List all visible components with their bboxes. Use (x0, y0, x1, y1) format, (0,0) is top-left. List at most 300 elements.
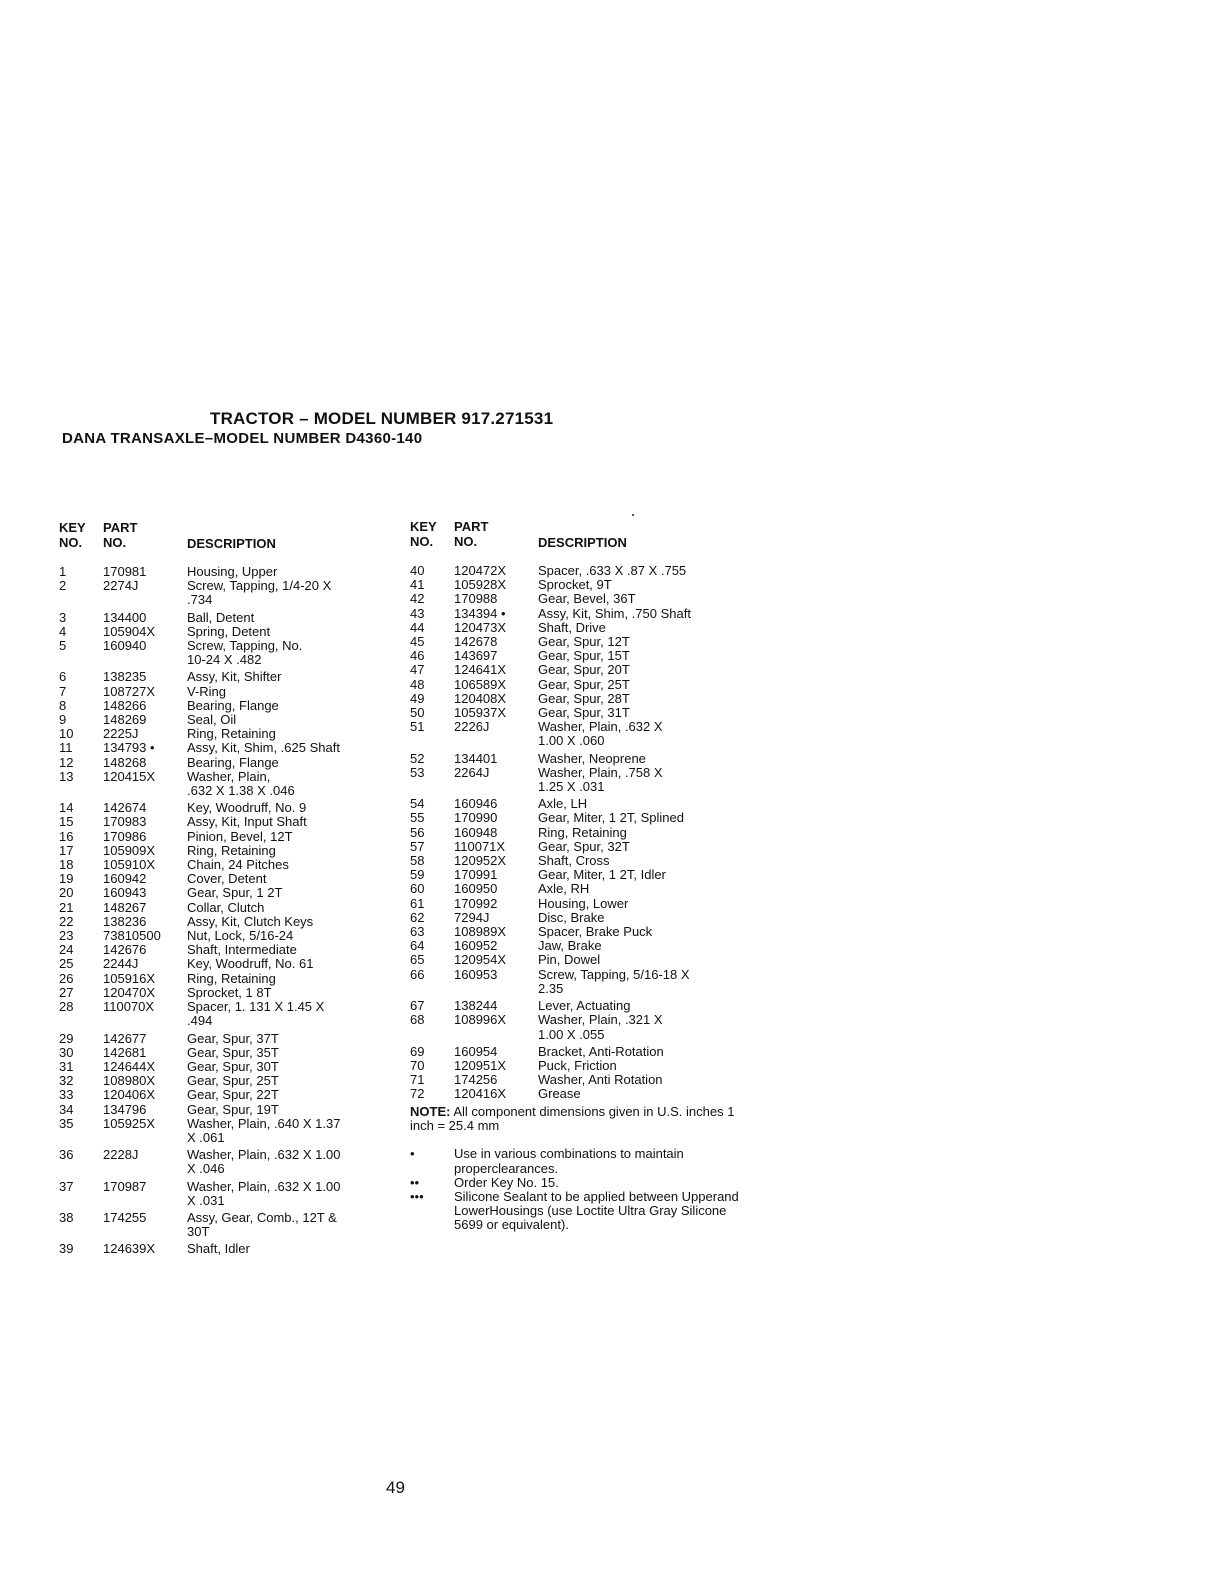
part-number: 160948 (454, 824, 498, 840)
parts-row (410, 811, 740, 825)
part-number: 108989X (454, 924, 507, 940)
parts-row (59, 699, 399, 713)
parts-row (59, 972, 399, 986)
parts-list-header (59, 520, 399, 551)
part-description: Cover, Detent (187, 871, 267, 887)
part-number: 105904X (103, 623, 156, 639)
part-number: 160942 (103, 871, 147, 887)
key-number: 18 (59, 857, 74, 873)
parts-row (59, 815, 399, 829)
parts-row (59, 1088, 399, 1102)
key-number: 16 (59, 828, 74, 844)
part-description: Gear, Spur, 31T (538, 705, 630, 721)
parts-row (59, 957, 399, 971)
page-number: 49 (386, 1478, 405, 1497)
key-number: 46 (410, 648, 425, 664)
parts-row (59, 1148, 399, 1176)
part-number: 2244J (103, 956, 139, 972)
part-number: 105910X (103, 857, 156, 873)
part-number: 2228J (103, 1147, 139, 1163)
part-description: Jaw, Brake (538, 938, 602, 954)
key-number: 32 (59, 1073, 74, 1089)
part-number: 142677 (103, 1030, 147, 1046)
part-description: Pin, Dowel (538, 952, 601, 968)
key-number: 2 (59, 578, 67, 594)
part-number: 142674 (103, 800, 147, 816)
parts-row (410, 840, 740, 854)
parts-row (59, 929, 399, 943)
part-number: 105928X (454, 577, 507, 593)
part-description: Gear, Miter, 1 2T, Splined (538, 810, 684, 826)
part-number: 160950 (454, 881, 498, 897)
parts-row (410, 1073, 740, 1087)
footnote-text: Silicone Sealant to be applied between Upperand LowerHousings (use Loctite Ultra Gray Silicone 5699 or equivalent). (454, 1189, 739, 1233)
part-description: Washer, Anti Rotation (538, 1072, 663, 1088)
part-description: Collar, Clutch (187, 899, 265, 915)
part-number: 105909X (103, 842, 156, 858)
part-no-header (454, 519, 538, 550)
key-number: 58 (410, 853, 425, 869)
notes-section (410, 1105, 740, 1233)
parts-row (59, 741, 399, 755)
key-number: 44 (410, 619, 425, 635)
parts-row (410, 897, 740, 911)
parts-row (59, 770, 399, 798)
part-description: Shaft, Cross (538, 853, 610, 869)
key-number: 70 (410, 1057, 425, 1073)
key-number: 53 (410, 764, 425, 780)
key-number: 38 (59, 1209, 74, 1225)
part-number: 160946 (454, 796, 498, 812)
part-number: 134796 (103, 1101, 147, 1117)
parts-row (59, 579, 399, 607)
part-description: Washer, Neoprene (538, 750, 646, 766)
key-number: 68 (410, 1012, 425, 1028)
key-number: 65 (410, 952, 425, 968)
parts-row (59, 844, 399, 858)
part-header-line2: NO. (454, 534, 478, 549)
part-description: Ball, Detent (187, 609, 255, 625)
parts-row (59, 685, 399, 699)
parts-row (59, 1211, 399, 1239)
part-number: 170981 (103, 564, 147, 579)
key-number: 33 (59, 1087, 74, 1103)
part-description: Washer, Plain, .321 X 1.00 X .055 (538, 1012, 663, 1042)
parts-row (410, 752, 740, 766)
part-description: Spacer, Brake Puck (538, 924, 653, 940)
part-number: 120470X (103, 984, 156, 1000)
part-description: Gear, Spur, 15T (538, 648, 630, 664)
part-description: Washer, Plain, .632 X 1.00 X .060 (538, 719, 663, 749)
key-number: 7 (59, 683, 67, 699)
footnotes (410, 1147, 740, 1232)
key-number: 36 (59, 1147, 74, 1163)
part-number: 170990 (454, 810, 498, 826)
part-description: Gear, Spur, 28T (538, 690, 630, 706)
part-number: 120473X (454, 619, 507, 635)
key-number: 20 (59, 885, 74, 901)
part-number: 73810500 (103, 928, 161, 944)
part-description: Gear, Spur, 25T (187, 1073, 279, 1089)
parts-row (59, 858, 399, 872)
key-number: 47 (410, 662, 425, 678)
part-description: V-Ring (187, 683, 227, 699)
part-description: Lever, Actuating (538, 998, 631, 1014)
part-number: 105916X (103, 970, 156, 986)
part-number: 134401 (454, 750, 498, 766)
footnote-mark: •• (410, 1174, 420, 1190)
part-description: Gear, Spur, 20T (538, 662, 630, 678)
part-number: 174256 (454, 1072, 498, 1088)
part-description: Gear, Spur, 22T (187, 1087, 279, 1103)
part-number: 134394 • (454, 605, 506, 621)
part-description: Gear, Bevel, 36T (538, 591, 636, 607)
part-description: Gear, Miter, 1 2T, Idler (538, 867, 666, 883)
part-description: Nut, Lock, 5/16-24 (187, 928, 294, 944)
parts-row (59, 727, 399, 741)
part-description: Key, Woodruff, No. 9 (187, 800, 307, 816)
footnote-text: Use in various combinations to maintain properclearances. (454, 1146, 684, 1176)
parts-list-header (410, 519, 740, 550)
part-description: Key, Woodruff, No. 61 (187, 956, 314, 972)
parts-row (59, 943, 399, 957)
key-number: 54 (410, 796, 425, 812)
part-description: Ring, Retaining (538, 824, 627, 840)
part-description: Washer, Plain, .758 X 1.25 X .031 (538, 764, 663, 795)
part-number: 124641X (454, 662, 507, 678)
parts-row (59, 1117, 399, 1145)
part-header-line1: PART (103, 520, 138, 535)
key-number: 23 (59, 928, 74, 944)
key-number: 62 (410, 909, 425, 925)
note-label: NOTE: (410, 1104, 451, 1119)
part-description: Screw, Tapping, 1/4-20 X .734 (187, 578, 332, 608)
part-number: 148266 (103, 697, 147, 713)
parts-row (59, 901, 399, 915)
parts-row (59, 713, 399, 727)
part-description: Washer, Plain, .640 X 1.37 X .061 (187, 1115, 341, 1145)
key-number: 21 (59, 899, 74, 915)
part-number: 160954 (454, 1043, 498, 1059)
part-description: Gear, Spur, 30T (187, 1058, 279, 1074)
parts-row (59, 1074, 399, 1088)
parts-row (410, 649, 740, 663)
part-number: 2274J (103, 578, 139, 594)
key-number: 43 (410, 605, 425, 621)
part-number: 2225J (103, 726, 139, 742)
key-number: 5 (59, 638, 67, 654)
parts-list-left (59, 520, 399, 1257)
parts-row (410, 826, 740, 840)
parts-row (410, 607, 740, 621)
part-description: Assy, Kit, Shifter (187, 669, 282, 685)
part-description: Pinion, Bevel, 12T (187, 828, 293, 844)
part-number: 2226J (454, 719, 490, 735)
part-number: 142676 (103, 942, 147, 958)
key-number: 56 (410, 824, 425, 840)
key-number: 34 (59, 1101, 74, 1117)
part-number: 120416X (454, 1086, 507, 1102)
footnote (410, 1176, 740, 1190)
key-number: 64 (410, 938, 425, 954)
part-number: 120472X (454, 563, 507, 578)
part-description: Screw, Tapping, No. 10-24 X .482 (187, 638, 303, 668)
key-number: 26 (59, 970, 74, 986)
part-description: Housing, Upper (187, 564, 278, 579)
part-number: 108980X (103, 1073, 156, 1089)
key-number: 15 (59, 814, 74, 830)
part-number: 138236 (103, 913, 147, 929)
key-number: 10 (59, 726, 74, 742)
key-number: 72 (410, 1086, 425, 1102)
part-number: 148268 (103, 754, 147, 770)
parts-row (410, 999, 740, 1013)
part-description: Shaft, Intermediate (187, 942, 297, 958)
key-header-line2: NO. (410, 534, 434, 549)
part-number: 108996X (454, 1012, 507, 1028)
part-description: Gear, Spur, 37T (187, 1030, 279, 1046)
key-number: 67 (410, 998, 425, 1014)
parts-row (410, 706, 740, 720)
part-number: 120951X (454, 1057, 507, 1073)
key-number: 17 (59, 842, 74, 858)
part-number: 174255 (103, 1209, 147, 1225)
part-description: Bearing, Flange (187, 754, 279, 770)
parts-row (410, 1013, 740, 1041)
key-number: 4 (59, 623, 67, 639)
parts-row (59, 801, 399, 815)
part-number: 120406X (103, 1087, 156, 1103)
part-number: 106589X (454, 676, 507, 692)
part-number: 120408X (454, 690, 507, 706)
key-number: 24 (59, 942, 74, 958)
part-number: 138244 (454, 998, 498, 1014)
part-description: Grease (538, 1086, 581, 1102)
part-description: Gear, Spur, 19T (187, 1101, 279, 1117)
parts-row (410, 911, 740, 925)
part-description: Bracket, Anti-Rotation (538, 1043, 664, 1059)
part-number: 124644X (103, 1058, 156, 1074)
part-number: 138235 (103, 669, 147, 685)
key-number: 51 (410, 719, 425, 735)
part-number: 120415X (103, 768, 156, 784)
footnote-text: Order Key No. 15. (454, 1174, 559, 1190)
key-header-line2: NO. (59, 535, 83, 550)
key-number: 45 (410, 634, 425, 650)
parts-row (59, 1032, 399, 1046)
parts-row (59, 565, 399, 579)
parts-row (59, 611, 399, 625)
key-number: 63 (410, 924, 425, 940)
key-number: 60 (410, 881, 425, 897)
key-number: 69 (410, 1043, 425, 1059)
parts-row (410, 663, 740, 677)
part-description: Axle, RH (538, 881, 590, 897)
parts-row (410, 692, 740, 706)
part-number: 134400 (103, 609, 147, 625)
parts-row (410, 635, 740, 649)
parts-row (59, 1103, 399, 1117)
key-number: 48 (410, 676, 425, 692)
scan-speck (632, 514, 634, 516)
parts-row (410, 578, 740, 592)
part-description: Assy, Kit, Shim, .625 Shaft (187, 740, 340, 756)
key-number: 66 (410, 966, 425, 982)
key-number: 27 (59, 984, 74, 1000)
part-number: 148267 (103, 899, 147, 915)
part-number: 120954X (454, 952, 507, 968)
key-number: 1 (59, 564, 67, 579)
part-number: 170992 (454, 895, 498, 911)
parts-row (59, 670, 399, 684)
key-number: 41 (410, 577, 425, 593)
parts-row (410, 592, 740, 606)
parts-row (410, 854, 740, 868)
key-number: 57 (410, 838, 425, 854)
part-description: Gear, Spur, 35T (187, 1044, 279, 1060)
parts-row (410, 925, 740, 939)
part-description: Seal, Oil (187, 712, 237, 728)
parts-row (410, 564, 740, 578)
part-description: Gear, Spur, 32T (538, 838, 630, 854)
parts-list-right (410, 519, 740, 1102)
part-description: Bearing, Flange (187, 697, 279, 713)
part-description: Assy, Kit, Input Shaft (187, 814, 307, 830)
parts-row (410, 766, 740, 794)
part-number: 7294J (454, 909, 490, 925)
key-number: 71 (410, 1072, 425, 1088)
parts-row (410, 1059, 740, 1073)
parts-row (410, 720, 740, 748)
part-description: Sprocket, 1 8T (187, 984, 272, 1000)
parts-row (410, 882, 740, 896)
parts-row (59, 886, 399, 900)
note-text: All component dimensions given in U.S. inches 1 inch = 25.4 mm (410, 1104, 735, 1134)
part-number: 143697 (454, 648, 498, 664)
part-description: Shaft, Idler (187, 1241, 250, 1257)
part-description: Assy, Gear, Comb., 12T & 30T (187, 1209, 337, 1240)
description-header: DESCRIPTION (538, 535, 627, 550)
parts-row (410, 621, 740, 635)
part-description: Spacer, .633 X .87 X .755 (538, 563, 687, 578)
part-header-line2: NO. (103, 535, 127, 550)
part-description: Assy, Kit, Shim, .750 Shaft (538, 605, 691, 621)
part-number: 2264J (454, 764, 490, 780)
parts-row (59, 1242, 399, 1256)
part-description: Gear, Spur, 25T (538, 676, 630, 692)
key-no-header (410, 519, 454, 550)
part-description: Gear, Spur, 12T (538, 634, 630, 650)
key-number: 39 (59, 1241, 74, 1257)
key-number: 40 (410, 563, 425, 578)
key-number: 59 (410, 867, 425, 883)
part-description: Axle, LH (538, 796, 588, 812)
key-number: 35 (59, 1115, 74, 1131)
footnote-mark: • (410, 1146, 415, 1162)
key-number: 11 (59, 740, 73, 756)
part-description: Screw, Tapping, 5/16-18 X 2.35 (538, 966, 690, 996)
part-number: 142681 (103, 1044, 147, 1060)
part-description: Sprocket, 9T (538, 577, 612, 593)
key-number: 22 (59, 913, 74, 929)
part-description: Washer, Plain, .632 X 1.00 X .046 (187, 1147, 341, 1177)
part-number: 108727X (103, 683, 156, 699)
dimension-note (410, 1105, 740, 1133)
part-description: Puck, Friction (538, 1057, 617, 1073)
parts-row (59, 639, 399, 667)
parts-row (410, 797, 740, 811)
key-number: 30 (59, 1044, 74, 1060)
part-description: Ring, Retaining (187, 970, 276, 986)
key-number: 6 (59, 669, 67, 685)
part-description: Housing, Lower (538, 895, 629, 911)
parts-row (59, 872, 399, 886)
page-title: TRACTOR – MODEL NUMBER 917.271531 (210, 409, 554, 428)
part-number: 105925X (103, 1115, 156, 1131)
parts-row (410, 968, 740, 996)
key-number: 31 (59, 1058, 74, 1074)
parts-row (410, 939, 740, 953)
key-number: 9 (59, 712, 67, 728)
part-description: Spring, Detent (187, 623, 271, 639)
part-description: Disc, Brake (538, 909, 605, 925)
part-number: 124639X (103, 1241, 156, 1257)
part-header-line1: PART (454, 519, 489, 534)
key-number: 29 (59, 1030, 74, 1046)
key-number: 25 (59, 956, 74, 972)
part-description: Washer, Plain, .632 X 1.38 X .046 (187, 768, 295, 799)
parts-row (410, 678, 740, 692)
parts-row (59, 1060, 399, 1074)
part-description: Shaft, Drive (538, 619, 606, 635)
key-number: 37 (59, 1178, 74, 1194)
part-number: 105937X (454, 705, 507, 721)
key-number: 28 (59, 999, 74, 1015)
part-number: 160940 (103, 638, 147, 654)
parts-row (410, 953, 740, 967)
parts-row (59, 915, 399, 929)
part-description: Gear, Spur, 1 2T (187, 885, 283, 901)
key-number: 8 (59, 697, 67, 713)
description-header: DESCRIPTION (187, 536, 276, 551)
part-number: 160953 (454, 966, 498, 982)
footnote (410, 1190, 740, 1233)
part-no-header (103, 520, 187, 551)
part-description: Spacer, 1. 131 X 1.45 X .494 (187, 999, 325, 1029)
key-number: 42 (410, 591, 425, 607)
parts-row (59, 625, 399, 639)
parts-row (410, 1087, 740, 1101)
part-description: Chain, 24 Pitches (187, 857, 289, 873)
footnote (410, 1147, 740, 1175)
parts-row (59, 986, 399, 1000)
key-number: 14 (59, 800, 74, 816)
part-number: 160943 (103, 885, 147, 901)
part-number: 148269 (103, 712, 147, 728)
key-number: 49 (410, 690, 425, 706)
parts-row (59, 1000, 399, 1028)
key-number: 3 (59, 609, 67, 625)
part-description: Ring, Retaining (187, 726, 276, 742)
part-description: Washer, Plain, .632 X 1.00 X .031 (187, 1178, 341, 1208)
parts-row (59, 1180, 399, 1208)
key-number: 61 (410, 895, 425, 911)
part-number: 170991 (454, 867, 498, 883)
key-header-line1: KEY (59, 520, 86, 535)
key-number: 19 (59, 871, 74, 887)
part-number: 160952 (454, 938, 498, 954)
key-no-header (59, 520, 103, 551)
